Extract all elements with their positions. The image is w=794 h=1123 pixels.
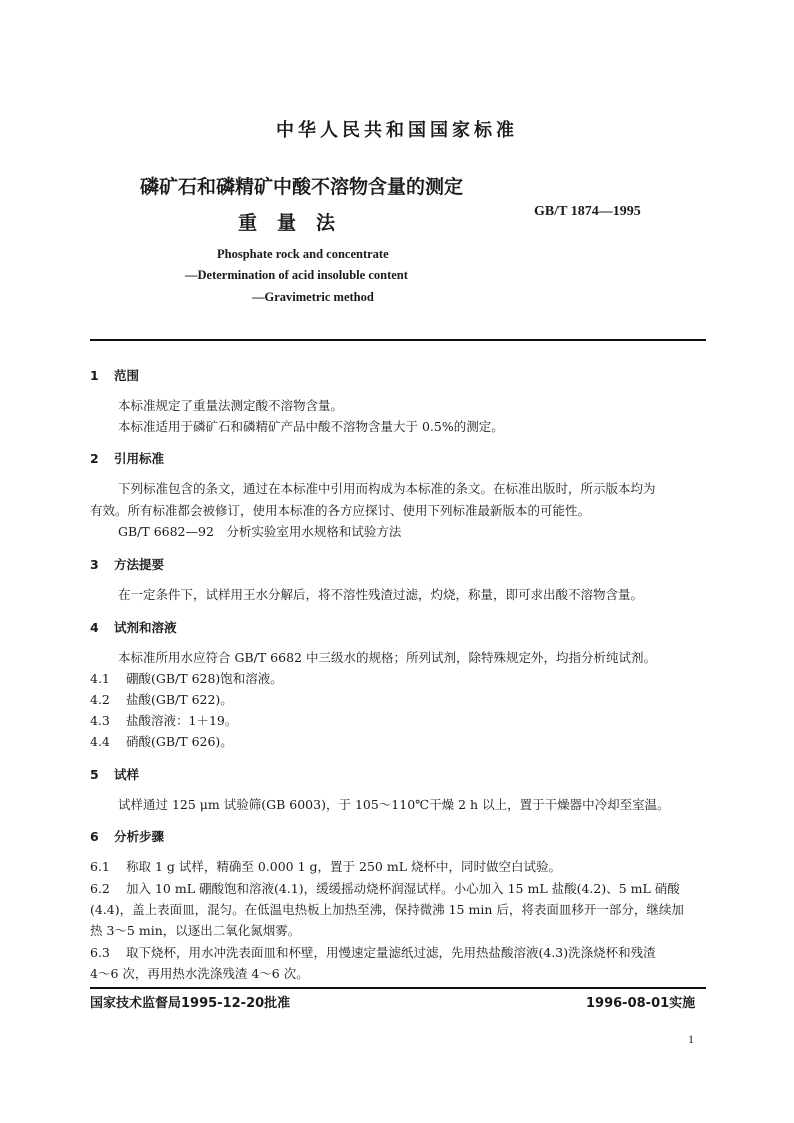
item-text: 硝酸(GB/T 626)。 xyxy=(126,734,233,749)
list-item xyxy=(90,732,233,750)
section-number: 6 xyxy=(90,829,99,844)
title-en-line-1: Phosphate rock and concentrate xyxy=(217,247,389,261)
list-item xyxy=(90,711,237,729)
national-standard-heading: 中华人民共和国国家标准 xyxy=(276,120,518,141)
step-number: 6.3 xyxy=(90,945,110,960)
list-item xyxy=(90,690,233,708)
section-title: 方法提要 xyxy=(114,557,165,572)
item-number: 4.1 xyxy=(90,671,110,686)
item-text: 盐酸(GB/T 622)。 xyxy=(126,692,233,707)
paragraph: 有效。所有标准都会被修订，使用本标准的各方应探讨、使用下列标准最新版本的可能性。 xyxy=(90,503,591,518)
section-number: 5 xyxy=(90,767,99,782)
section-title: 引用标准 xyxy=(114,451,165,466)
step-6-2 xyxy=(90,879,680,897)
step-text: 称取 1 g 试样，精确至 0.000 1 g，置于 250 mL 烧杯中，同时做空白试验。 xyxy=(126,859,561,874)
paragraph: 在一定条件下，试样用王水分解后，将不溶性残渣过滤，灼烧，称量，即可求出酸不溶物含量。 xyxy=(118,587,644,602)
step-number: 6.1 xyxy=(90,859,110,874)
section-number: 2 xyxy=(90,451,99,466)
step-6-3 xyxy=(90,943,656,961)
standard-number: GB/T 1874—1995 xyxy=(534,204,641,219)
paragraph: 本标准规定了重量法测定酸不溶物含量。 xyxy=(118,398,344,413)
step-text: 加入 10 mL 硼酸饱和溶液(4.1)，缓缓摇动烧杯润湿试样。小心加入 15 mL 盐酸(4.2)、5 mL 硝酸 xyxy=(126,881,680,896)
section-4-heading xyxy=(90,618,177,636)
step-6-2-continued: (4.4)，盖上表面皿，混匀。在低温电热板上加热至沸，保持微沸 15 min 后，将表面皿移开一部分，继续加 xyxy=(90,902,684,917)
section-3-heading xyxy=(90,555,164,573)
item-number: 4.3 xyxy=(90,713,110,728)
footer-divider xyxy=(90,987,706,989)
document-title-zh: 磷矿石和磷精矿中酸不溶物含量的测定 xyxy=(140,176,464,198)
header-divider xyxy=(90,339,706,341)
section-number: 3 xyxy=(90,557,99,572)
section-number: 1 xyxy=(90,368,99,383)
list-item xyxy=(90,669,283,687)
section-2-heading xyxy=(90,449,164,467)
paragraph: 试样通过 125 μm 试验筛(GB 6003)，于 105～110℃干燥 2 h 以上，置于干燥器中冷却至室温。 xyxy=(118,797,670,812)
title-en-line-2: —Determination of acid insoluble content xyxy=(185,268,408,282)
item-text: 硼酸(GB/T 628)饱和溶液。 xyxy=(126,671,283,686)
step-text: 取下烧杯，用水冲洗表面皿和杯壁，用慢速定量滤纸过滤，先用热盐酸溶液(4.3)洗涤烧杯和残渣 xyxy=(126,945,656,960)
paragraph: 下列标准包含的条文，通过在本标准中引用而构成为本标准的条文。在标准出版时，所示版本均为 xyxy=(118,481,656,496)
document-subtitle-zh: 重量法 xyxy=(238,212,356,234)
section-title: 范围 xyxy=(114,368,140,383)
approval-date: 国家技术监督局1995-12-20批准 xyxy=(90,996,291,1011)
step-number: 6.2 xyxy=(90,881,110,896)
step-6-2-continued: 热 3～5 min，以逐出二氧化氮烟雾。 xyxy=(90,923,301,938)
implementation-date: 1996-08-01实施 xyxy=(586,996,696,1011)
item-number: 4.2 xyxy=(90,692,110,707)
title-en-line-3: —Gravimetric method xyxy=(252,290,374,304)
section-number: 4 xyxy=(90,620,99,635)
section-1-heading xyxy=(90,366,139,384)
paragraph: 本标准所用水应符合 GB/T 6682 中三级水的规格；所列试剂，除特殊规定外，均指分析纯试剂。 xyxy=(118,650,656,665)
step-6-1 xyxy=(90,857,561,875)
item-number: 4.4 xyxy=(90,734,110,749)
section-5-heading xyxy=(90,765,139,783)
item-text: 盐酸溶液：1＋19。 xyxy=(126,713,238,728)
section-6-heading xyxy=(90,827,164,845)
step-6-3-continued: 4～6 次，再用热水洗涤残渣 4～6 次。 xyxy=(90,966,309,981)
paragraph: 本标准适用于磷矿石和磷精矿产品中酸不溶物含量大于 0.5%的测定。 xyxy=(118,419,504,434)
section-title: 试剂和溶液 xyxy=(114,620,177,635)
section-title: 分析步骤 xyxy=(114,829,165,844)
page-number: 1 xyxy=(688,1032,694,1046)
section-title: 试样 xyxy=(114,767,140,782)
reference-standard: GB/T 6682—92 分析实验室用水规格和试验方法 xyxy=(118,524,402,539)
